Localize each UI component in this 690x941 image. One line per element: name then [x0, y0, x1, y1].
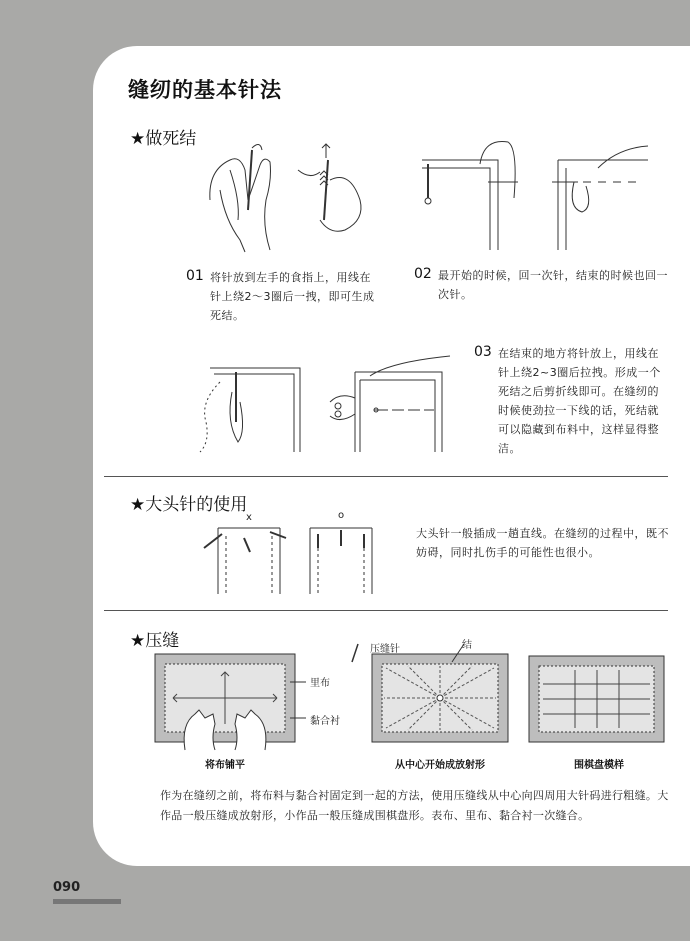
panel-grid-basting: [529, 656, 664, 742]
page-title: 缝纫的基本针法: [128, 78, 282, 102]
step-number-03: 03: [474, 344, 492, 360]
wrong-mark: x: [246, 512, 252, 523]
section-divider: [104, 610, 668, 611]
correct-mark: o: [338, 510, 345, 521]
panel-flatten-fabric: [155, 654, 295, 750]
panel-radial-basting: [372, 654, 508, 742]
pin-description: 大头针一般插成一趟直线。在缝纫的过程中，既不妨碍，同时扎伤手的可能性也很小。: [416, 527, 669, 559]
footer-paragraph: 作为在缝纫之前，将布料与黏合衬固定到一起的方法，使用压缝线从中心向四周用大针码进行粗缝。大作品一般压缝成放射形，小作品一般压缝成围棋盘形。表布、里布、黏合衬一次缝合。: [160, 789, 669, 822]
page-number: 090: [53, 880, 81, 895]
pin-leader-lines: [348, 640, 468, 664]
section-heading-knot: ★做死结: [130, 129, 197, 149]
step-text-02: 最开始的时候，回一次针，结束的时候也回一次针。: [438, 269, 668, 301]
section-heading-pin: ★大头针的使用: [130, 495, 248, 515]
pin-comparison-illustration: [200, 508, 390, 598]
finishing-knot-illustration: [180, 352, 460, 462]
caption-flatten: 将布铺平: [205, 760, 245, 771]
caption-radial: 从中心开始成放射形: [395, 760, 485, 771]
step-number-02: 02: [414, 266, 432, 282]
page-number-underline: [53, 899, 121, 904]
backstitch-illustration: [418, 138, 658, 258]
step-text-03: 在结束的地方将针放上，用线在针上绕2~3圈后拉拽。形成一个死结之后剪折线即可。在缝纫的时候使劲拉一下线的话，死结就可以隐藏到布料中，这样显得整洁。: [498, 347, 661, 455]
step-text-01: 将针放到左手的食指上，用线在针上绕2～3圈后一拽，即可生成死结。: [210, 271, 375, 322]
knot-hand-illustration: [200, 140, 380, 255]
step-number-01: 01: [186, 268, 204, 284]
label-knot: 结: [462, 640, 472, 651]
label-basting-needle: 压缝针: [370, 644, 400, 655]
label-lining: 里布: [310, 678, 330, 689]
section-heading-press: ★压缝: [130, 631, 180, 651]
caption-grid: 围棋盘模样: [574, 760, 624, 771]
section-divider: [104, 476, 668, 477]
label-interfacing: 黏合衬: [310, 716, 340, 727]
